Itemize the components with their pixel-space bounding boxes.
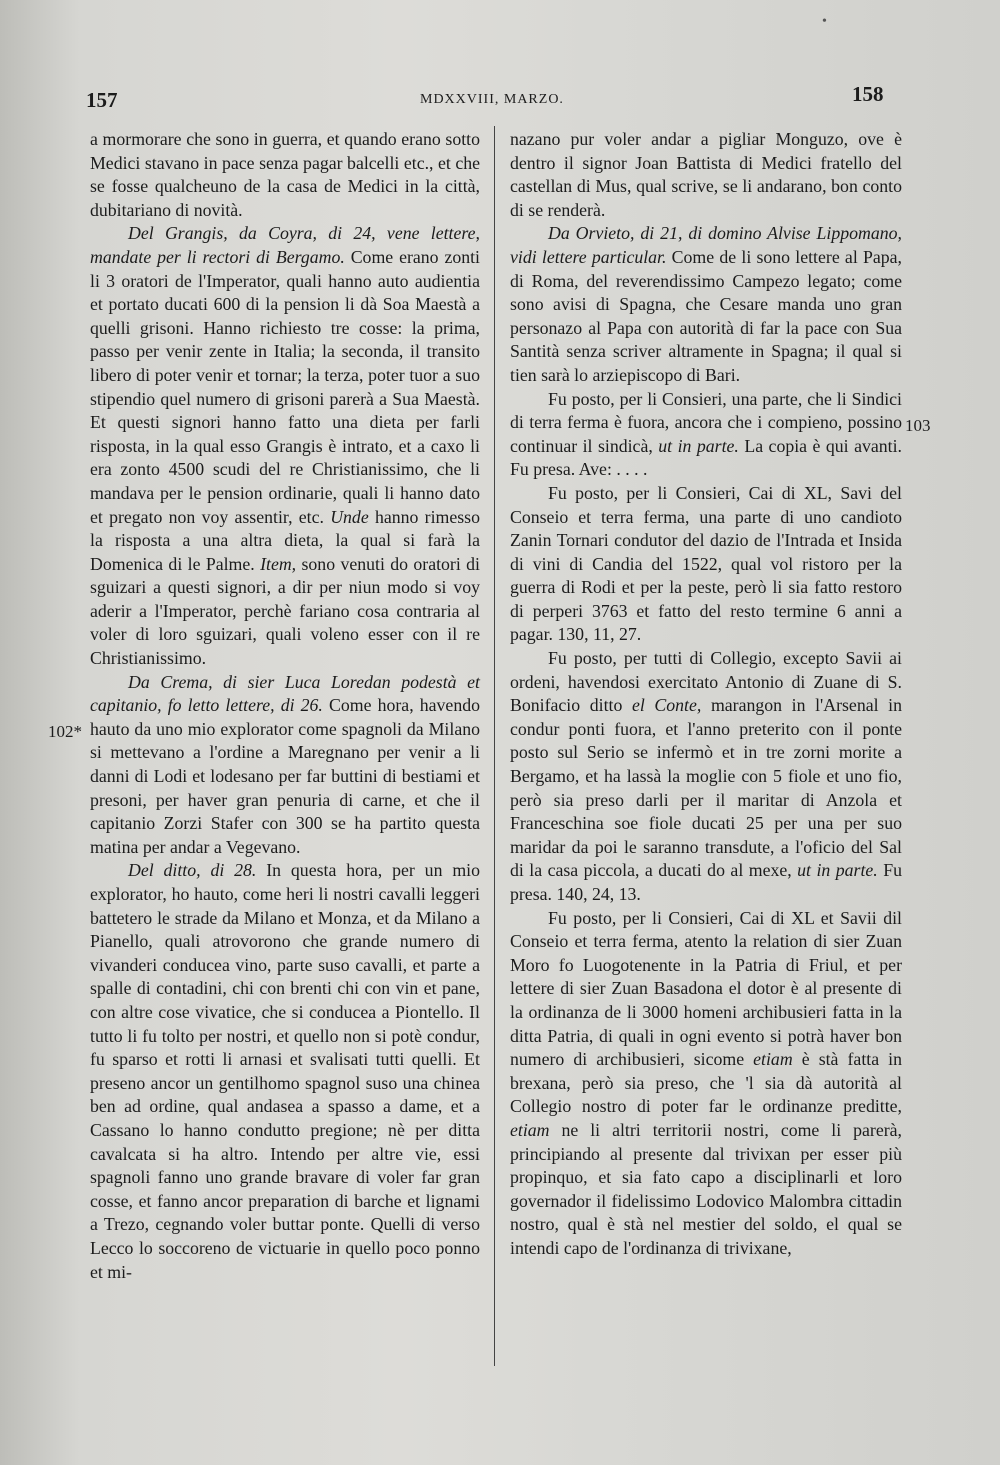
paragraph-text: a mormorare che sono in guerra, et quando erano sotto Medici stavano in pace senza pagar balcelli etc., et che se fosse qualcheuno de la casa de Medici in la città, dubitariano di novità.	[90, 129, 480, 220]
paragraph-heading: Da Orvieto, di 21, di domino Alvise Lippomano, vidi lettere particular.	[510, 223, 902, 267]
paragraph-text: hanno rimesso la risposta a una altra dieta, la qual si farà la Domenica di le Palme.	[90, 506, 480, 574]
margin-note-right: 103	[905, 416, 931, 435]
paragraph	[90, 222, 480, 670]
paragraph	[510, 647, 902, 907]
margin-note-left: 102*	[48, 722, 82, 741]
paragraph	[90, 128, 480, 222]
paragraph-text: nazano pur voler andar a pigliar Monguzo, ove è dentro il signor Joan Battista di Medici fratello del castellan di Mus, qual scrive, se li andarano, bon conto di se renderà.	[510, 129, 902, 220]
page-number-left: 157	[86, 88, 118, 112]
paragraph-heading: Del ditto, di 28.	[128, 860, 257, 881]
paragraph-text: ne li altri territorii nostri, come li parerà, principiando al presente dal trivixan per esser più propinquo, et sia fato capo a disciplinarli et loro governador il fidelissimo Lodovico Malombra cittadin nostro, qual è stà nel mestier del soldo, el qual se intendi capo de l'ordinanza di trivixane,	[510, 1119, 902, 1258]
italic-word: ut in parte.	[658, 435, 739, 456]
italic-word: Unde	[330, 506, 369, 527]
paragraph-text: Come erano zonti li 3 oratori de l'Imperator, quali hanno auto audientia et portato ducati 600 di la pension li dà Soa Maestà a quelli grisoni. Hanno richiesto tre cosse: la prima, passo per venir zente in Italia; la seconda, il transito libero di poter venir et tornar; la terza, poter tuor a suo stipendio quel numero di grisoni parerà a Sua Maestà. Et questi signori hanno fatto una dieta per farli risposta, in la qual esso Grangis è intrato, et a caxo li era zonto 4500 scudi del re Christianissimo, che li mandava per le pension ordinarie, quali li hanno dato et pregato non voy assentir, etc.	[90, 246, 480, 527]
paragraph-text: Fu posto, per tutti di Collegio, excepto Savii ai ordeni, havendosi exercitato Antonio di Zuane di S. Bonifacio ditto	[510, 648, 902, 716]
paragraph-text: Come de li sono lettere al Papa, di Roma, del reverendissimo Campezo legato; come sono avisi di Spagna, che Cesare manda uno gran personazo al Papa con autorità di far la pace con Sua Santità senza scriver altramente in Spagna; il qual si tien sarà lo arziepiscopo di Bari.	[510, 246, 902, 385]
italic-word: etiam	[753, 1049, 793, 1070]
paragraph	[510, 388, 902, 482]
italic-word: etiam	[510, 1119, 550, 1140]
paragraph-heading: Del Grangis, da Coyra, di 24, vene lettere, mandate per li rectori di Bergamo.	[90, 223, 480, 267]
paragraph-text: è stà fatta in brexana, però sia preso, che 'l sia dà autorità al Collegio nostro di poter far le ordinanze preditte,	[510, 1049, 902, 1117]
right-column	[510, 128, 902, 1261]
page-number-right: 158	[852, 82, 884, 106]
paragraph-text: Fu posto, per li Consieri, una parte, che li Sindici di terra ferma è fuora, ancora che i compieno, possino continuar il sindicà,	[510, 388, 902, 456]
left-column	[90, 128, 480, 1284]
paragraph	[90, 671, 480, 860]
italic-word: el Conte,	[631, 695, 702, 716]
running-header	[0, 82, 1000, 118]
paragraph-text: Fu posto, per li Consieri, Cai di XL et Savii dil Conseio et terra ferma, atento la relation di sier Zuan Moro fo Luogotenente in la Patria di Friul, et per lettere di sier Zuan Basadona el dotor è al presente di la ordinanza de li 3000 homeni archibusieri fatta in la ditta Patria, di quali in ogni evento si potrà haver bon numero di archibusieri, sicome	[510, 907, 902, 1070]
paragraph-text: Fu posto, per li Consieri, Cai di XL, Savi del Conseio et terra ferma, una parte di uno candioto Zanin Tornari condutor del dazio de l'Intrada et Insida di vini di Candia del 1522, qual vol ristoro per la guerra di Rodi et per la peste, però li sia fatto restoro di perperi 3763 et fatto del resto termine 6 anni a pagar. 130, 11, 27.	[510, 482, 902, 645]
paragraph-text: Come hora, havendo hauto da uno mio explorator come spagnoli da Milano si mettevano a l'ordine a Maregnano per venir a li danni di Lodi et lodesano per far buttini di bestiami et presoni, per haver gran penuria di carne, et che il capitanio Zorzi Stafer con 300 se ha partito questa matina per andar a Vegevano.	[90, 695, 480, 857]
running-title: MDXXVIII, MARZO.	[420, 92, 564, 107]
paragraph	[510, 128, 902, 222]
ink-mark: •	[822, 14, 827, 29]
paragraph-text: La copia è qui avanti. Fu presa. Ave: . . . .	[510, 435, 902, 480]
paragraph-text: Fu presa. 140, 24, 13.	[510, 860, 902, 904]
paragraph	[510, 482, 902, 647]
paragraph	[510, 222, 902, 387]
paragraph	[90, 859, 480, 1284]
paragraph-heading: Da Crema, di sier Luca Loredan podestà et capitanio, fo letto lettere, di 26.	[90, 671, 480, 716]
paragraph-text: marangon in l'Arsenal in condur ponti fuora, et l'anno preterito con il ponte posto sul Serio se infermò et in tre zorni morite a Bergamo, et ha lassà la moglie con 5 fiole et uno fio, però sia preso darli per il maritar di Anzola et Franceschina soe fiole ducati 25 per una per suo maridar da poi le saranno transdute, a l'oficio del Sal di la casa piccola, a ducati do al mexe,	[510, 695, 902, 881]
italic-word: ut in parte.	[797, 860, 878, 881]
column-divider	[494, 126, 495, 1366]
paragraph-text: In questa hora, per un mio explorator, ho hauto, come heri li nostri cavalli leggeri battetero le strade da Milano et Monza, et da Milano a Pianello, quali atrovorono che grande numero di vivanderi conducea vino, parte suso cavalli, et parte a spalle di contadini, chi con brenti chi con vin et pane, con altre cose vivatice, che si conducea a Piontello. Il tutto li fu tolto per nostri, et quello non si potè condur, fu sparso et rotti li arnasi et svalisati tutti quelli. Et preseno ancor un gentilhomo spagnol suso una chinea ben ad ordine, qual andasea a spasso a dame, et a Cassano lo hanno condutto pregione; nè per ditta cavalcata si ha altro. Intendo per altre vie, essi spagnoli fanno uno grande bravare di voler far gran cosse, et fanno ancor preparation di barche et lignami a Trezo, cegnando voler buttar ponte. Quelli di verso Lecco lo soccoreno de victuarie in quello poco ponno et mi-	[90, 860, 480, 1282]
italic-word: Item,	[260, 553, 297, 574]
paragraph	[510, 907, 902, 1261]
paragraph-text: sono venuti do oratori di sguizari a questi signori, a dir per niun modo si voy aderir a l'Imperator, perchè fariano cosa contraria al voler di loro sguizari, quali voleno esser con il re Christianissimo.	[90, 553, 480, 669]
